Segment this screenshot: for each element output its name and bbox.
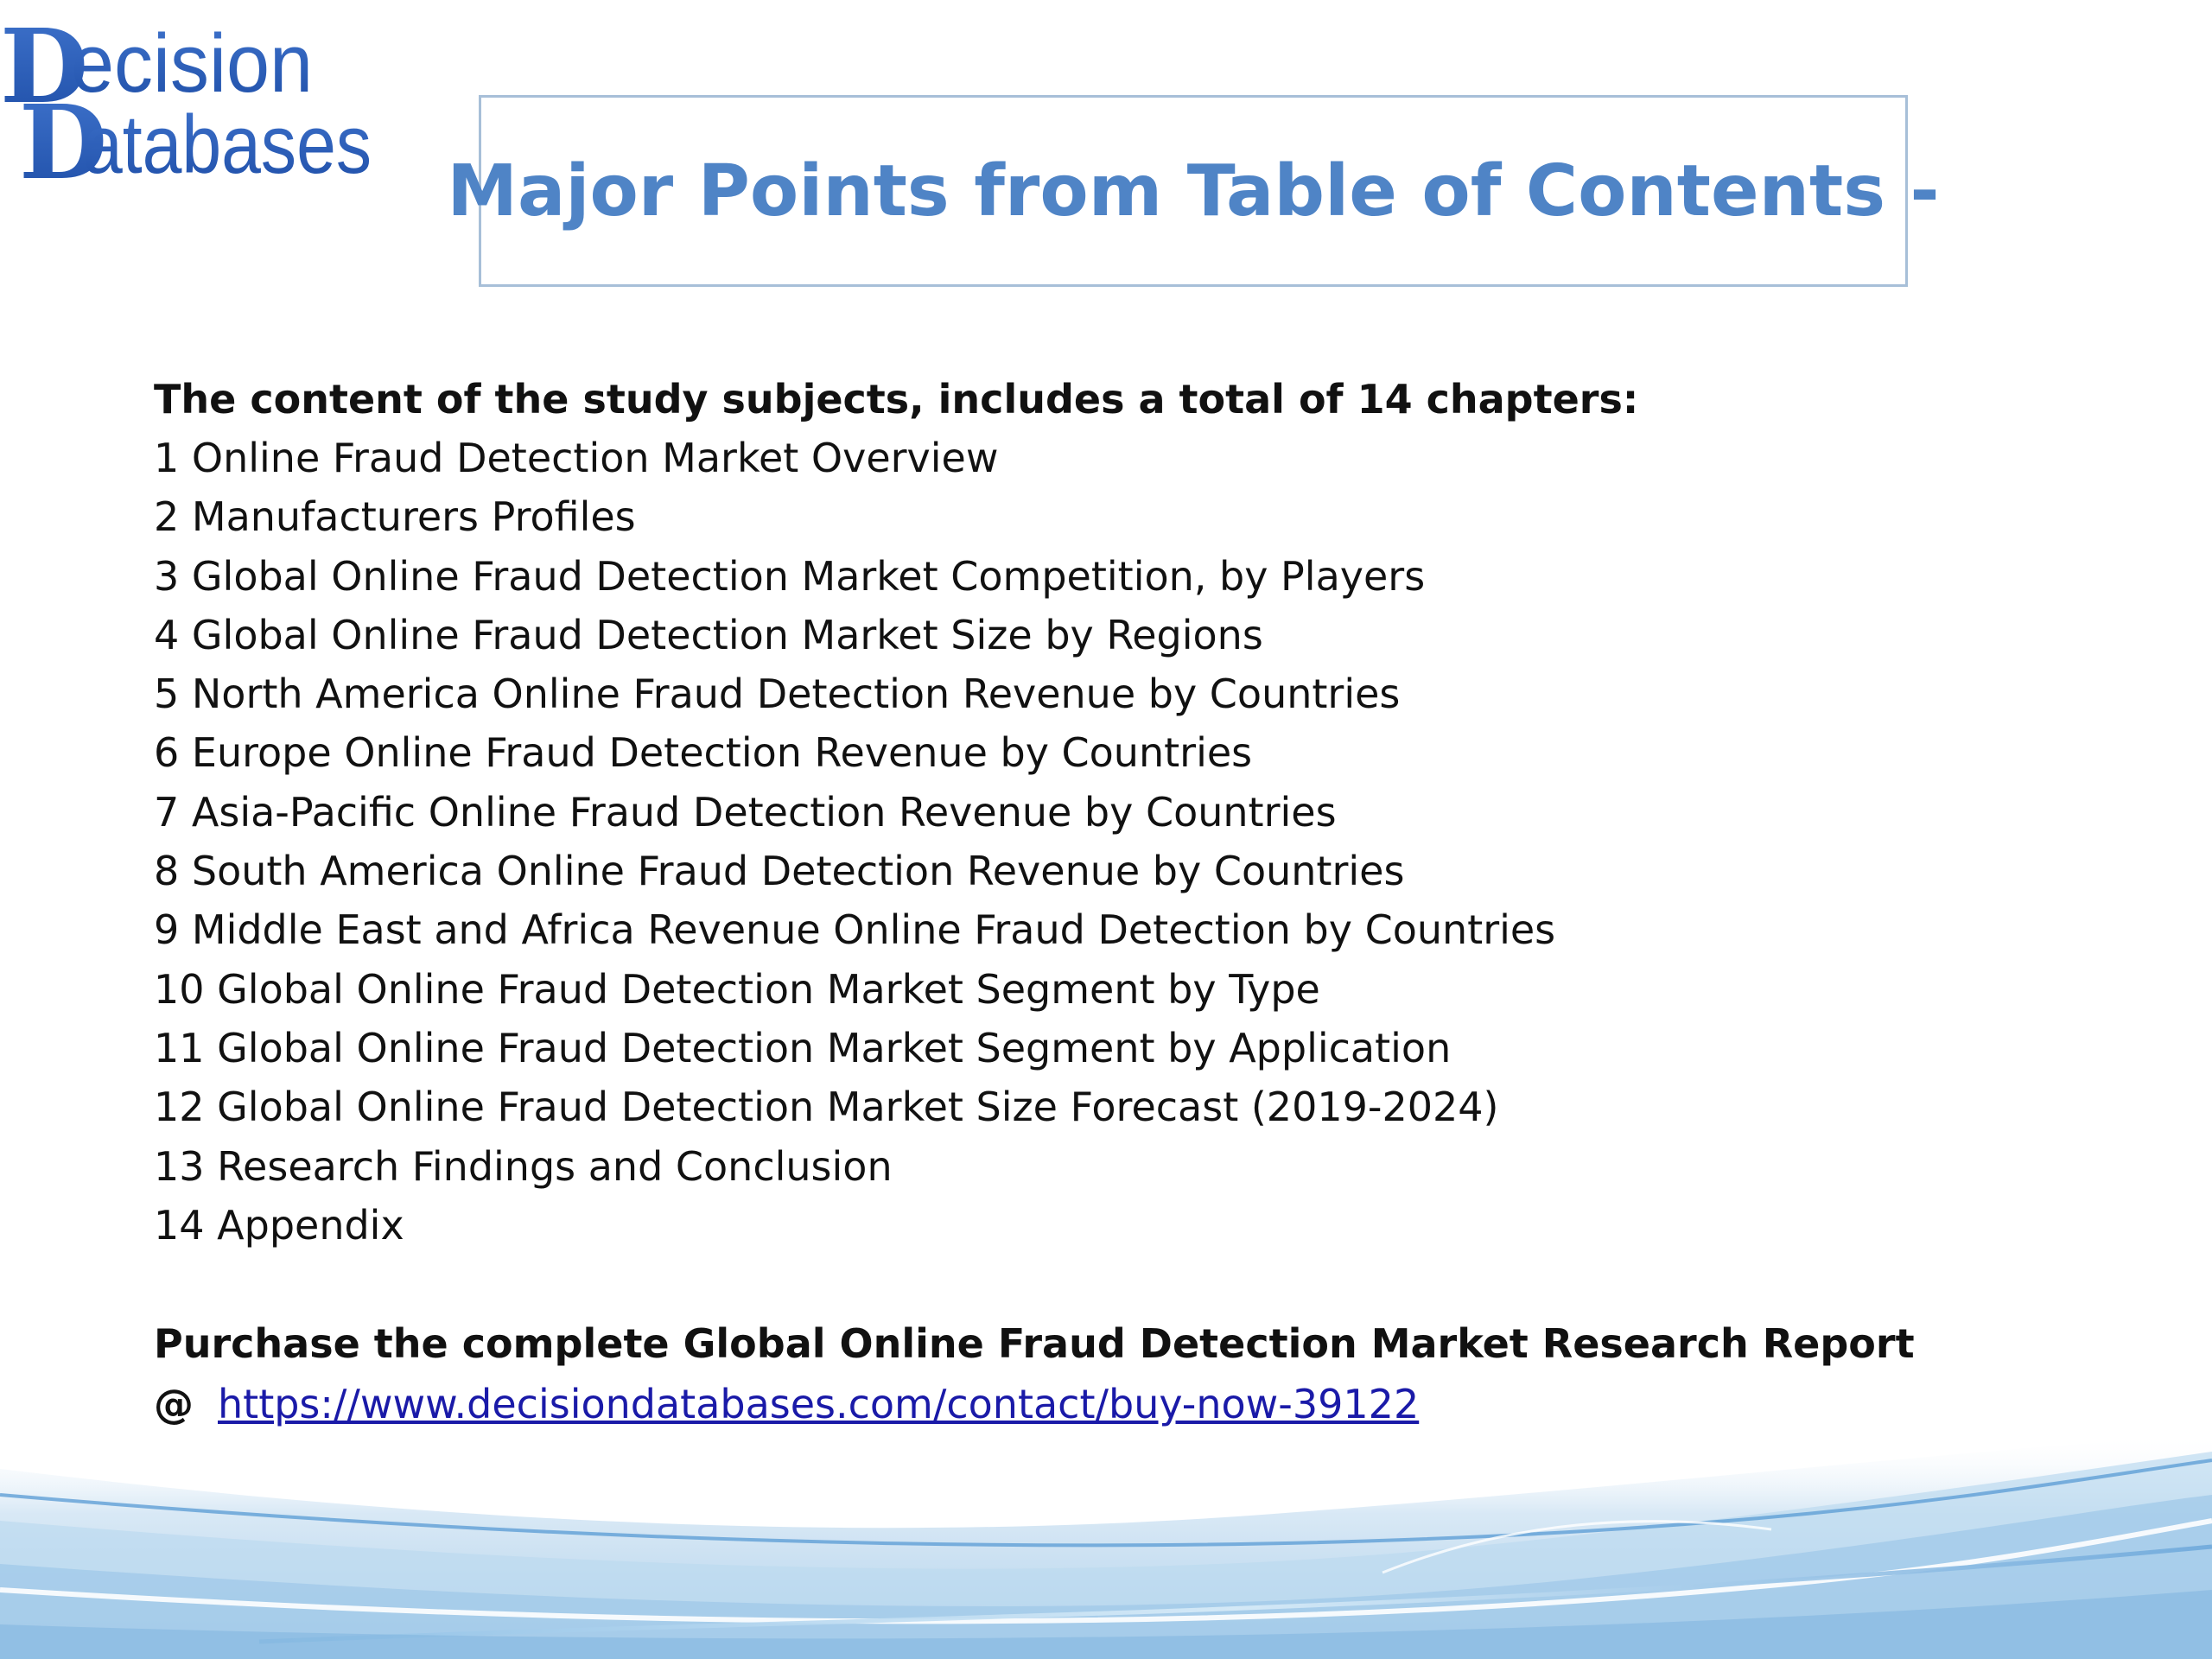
logo-word-databases: atabases [83, 99, 372, 191]
logo-word-decision: ecision [71, 17, 313, 110]
at-symbol: @ [154, 1381, 194, 1427]
toc-item: 6 Europe Online Fraud Detection Revenue by Countries [154, 729, 1253, 777]
toc-item: 7 Asia-Pacific Online Fraud Detection Revenue by Countries [154, 788, 1337, 836]
toc-list [154, 429, 2055, 1255]
toc-item: 9 Middle East and Africa Revenue Online Fraud Detection by Countries [154, 906, 1556, 954]
toc-item: 4 Global Online Fraud Detection Market Size by Regions [154, 611, 1263, 658]
buy-now-link[interactable]: https://www.decisiondatabases.com/contact/buy-now-39122 [218, 1381, 1420, 1427]
toc-item: 10 Global Online Fraud Detection Market Segment by Type [154, 965, 1320, 1013]
page-title: Major Points from Table of Contents - [447, 149, 1940, 232]
toc-item: 13 Research Findings and Conclusion [154, 1142, 893, 1190]
toc-item: 12 Global Online Fraud Detection Market Size Forecast (2019-2024) [154, 1084, 1499, 1131]
toc-item: 3 Global Online Fraud Detection Market Competition, by Players [154, 552, 1426, 600]
title-box [447, 95, 1940, 287]
toc-item: 14 Appendix [154, 1201, 404, 1249]
decision-databases-logo [0, 6, 380, 202]
purchase-section [154, 1313, 1915, 1434]
toc-item: 1 Online Fraud Detection Market Overview [154, 435, 999, 481]
toc-item: 11 Global Online Fraud Detection Market Segment by Application [154, 1024, 1452, 1071]
purchase-text: Purchase the complete Global Online Fraud Detection Market Research Report [154, 1320, 1915, 1367]
toc-item: 2 Manufacturers Profiles [154, 493, 636, 541]
decorative-waves [0, 1417, 2212, 1659]
logo-initial-bottom: D [19, 82, 108, 202]
logo-initial-top: D [0, 6, 89, 126]
toc-section [154, 370, 2055, 1255]
toc-item: 5 North America Online Fraud Detection Revenue by Countries [154, 671, 1401, 718]
toc-intro: The content of the study subjects, includes a total of 14 chapters: [154, 376, 1639, 423]
toc-item: 8 South America Online Fraud Detection Revenue by Countries [154, 848, 1405, 895]
